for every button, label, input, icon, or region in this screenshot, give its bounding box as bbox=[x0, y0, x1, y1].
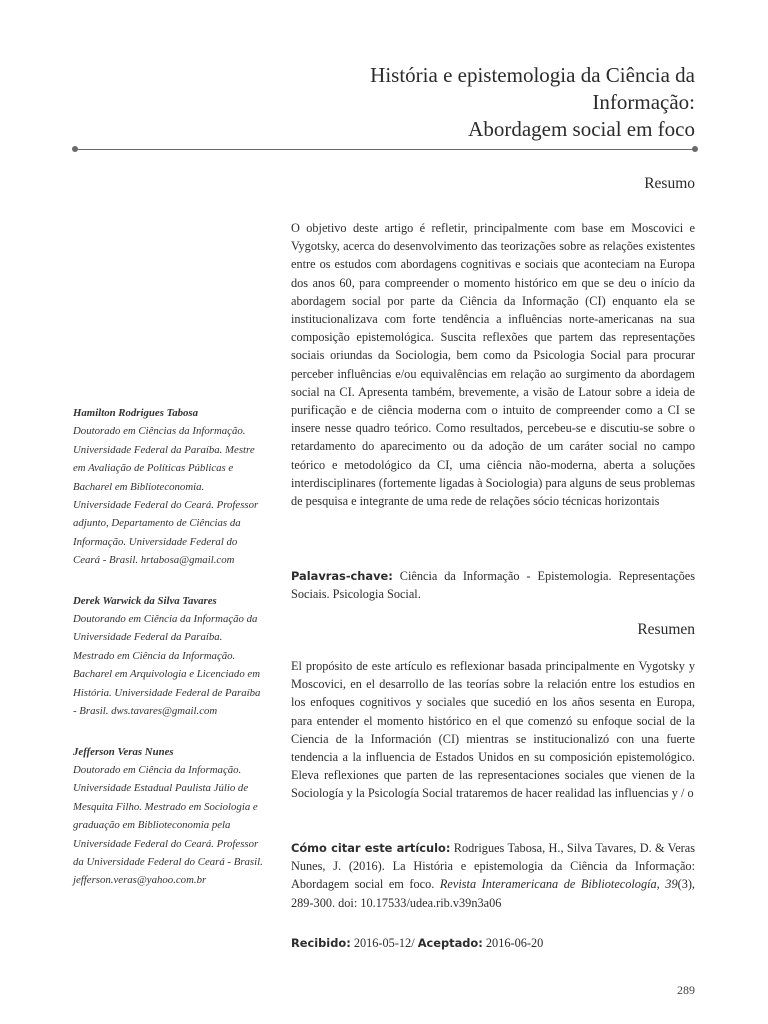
author-3 bbox=[73, 743, 263, 890]
author-affiliation: Doutorando em Ciência da Informação da Universidade Federal da Paraíba. Mestrado em Ciência da Informação. Bacharel em Arquivologia e Licenciado em História. Universidade Federal de Paraíba - Brasil. dws.tavares@gmail.com bbox=[73, 613, 261, 718]
author-affiliation: Doutorado em Ciência da Informação. Universidade Estadual Paulista Júlio de Mesquita Filho. Mestrado em Sociologia e graduação em Biblioteconomia pela Universidade Federal do Ceará. Professor da Universidade Federal do Ceará - Brasil. jefferson.veras@yahoo.com.br bbox=[73, 763, 263, 887]
resumen-abstract: El propósito de este artículo es reflexionar basada principalmente en Vygotsky y Moscovici, en el desarrollo de las teorías sobre la relación entre los estudios en los enfoques cognitivos y sociales que sucedió en los años sesenta en Europa, para entender el momento histórico en el que comenzó su enfoque social de la Ciencia de la Información (CI) mientras se institucionalizó con una fuerte tendencia a la influencia de Estados Unidos en su composición epistemológico. Eleva reflexiones que parten de las representaciones sociales que vienen de la Sociología y la Psicología Social trataremos de hacer realidad las influencias y / o bbox=[291, 659, 695, 801]
author-2 bbox=[73, 592, 263, 721]
accepted-date: 2016-06-20 bbox=[485, 936, 544, 950]
divider-dot-left bbox=[72, 146, 78, 152]
author-name: Jefferson Veras Nunes bbox=[73, 745, 174, 758]
citation bbox=[291, 839, 695, 912]
title-divider bbox=[75, 149, 695, 150]
resumen-heading: Resumen bbox=[637, 621, 695, 638]
author-affiliation: Doutorado em Ciências da Informação. Universidade Federal da Paraíba. Mestre em Avaliação de Políticas Públicas e Bacharel em Biblioteconomia. Universidade Federal do Ceará. Professor adjunto, Departamento de Ciências da Informação. Universidade Federal do Ceará - Brasil. hrtabosa@gmail.com bbox=[73, 425, 259, 567]
author-name: Hamilton Rodrigues Tabosa bbox=[73, 407, 198, 419]
resumo-keywords bbox=[291, 567, 695, 603]
title-line-3: Abordagem social em foco bbox=[468, 117, 695, 141]
citation-journal: Revista Interamericana de Bibliotecología, 39 bbox=[439, 877, 678, 892]
divider-dot-right bbox=[692, 146, 698, 152]
accepted-label: Aceptado: bbox=[417, 936, 483, 950]
received-label: Recibido: bbox=[291, 936, 351, 950]
received-date: 2016-05-12/ bbox=[353, 936, 415, 950]
citation-label: Cómo citar este artículo: bbox=[291, 841, 451, 855]
citation-text: Rodrigues Tabosa, H., Silva Tavares, D. & Veras Nunes, J. (2016). La História e epistemologia da Ciência da Informação: Abordagem social em foco. bbox=[291, 841, 695, 892]
title-line-2: Informação: bbox=[592, 90, 695, 114]
resumo-abstract: O objetivo deste artigo é refletir, principalmente com base em Moscovici e Vygotsky, acerca do desenvolvimento das teorizações sobre as relações existentes entre os estudos com abordagens cognitivas e sociais que aconteciam na Europa dos anos 60, para compreender o momento histórico em que se deu o início da abordagem social por parte da Ciência da Informação (CI) enquanto ela se institucionalizava com forte tendência a influências norte-americanas na sua composição epistemológica. Suscita reflexões que partem das representações sociais oriundas da Sociologia, bem como da Psicologia Social para procurar perceber influências e/ou equivalências em relação ao surgimento da abordagem social na CI. Apresenta também, brevemente, a visão de Latour sobre a ideia de purificação e de ciência moderna com o intuito de compreender como a CI se insere nesse quadro teórico. Como resultados, percebeu-se e discutiu-se sobre o retardamento do aparecimento ou da adoção de um caráter social no campo teórico e metodológico da CI, uma ciência não-moderna, aberta a soluções interdisciplinares (fortemente ligadas à Sociologia) para alguns de seus problemas de pesquisa e integrante de uma rede de relações sócio técnicas horizontais bbox=[291, 221, 695, 509]
title-line-1: História e epistemologia da Ciência da bbox=[370, 63, 695, 87]
author-1 bbox=[73, 404, 263, 570]
keywords-text: Ciência da Informação - Epistemologia. Representações Sociais. Psicologia Social. bbox=[291, 569, 696, 602]
author-name: Derek Warwick da Silva Tavares bbox=[73, 594, 217, 607]
citation-issue-pages: (3), 289-300. doi: 10.17533/udea.rib.v39n3a06 bbox=[291, 877, 696, 910]
received-accepted-dates bbox=[291, 934, 695, 952]
page-number: 289 bbox=[677, 983, 695, 997]
keywords-label: Palavras-chave: bbox=[291, 569, 393, 583]
author-list bbox=[73, 404, 263, 912]
resumo-heading: Resumo bbox=[644, 175, 695, 192]
article-title bbox=[135, 62, 695, 143]
